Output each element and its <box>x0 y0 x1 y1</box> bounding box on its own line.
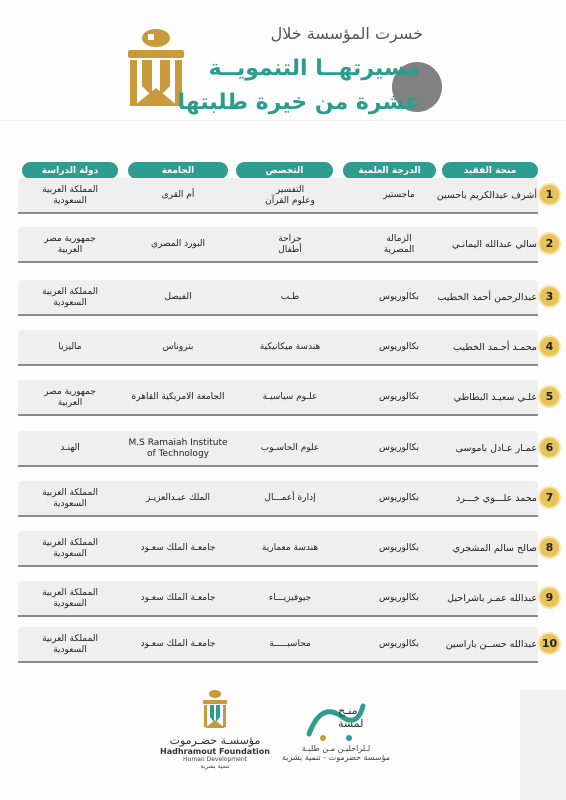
cell-name: عبدالرحمن أحمد الخطيب <box>437 292 537 303</box>
cell-specialty: علوم الحاسـوب <box>260 443 320 453</box>
cell-country: الهنـد <box>60 443 80 453</box>
table-row <box>18 431 559 466</box>
page-title-line2: عشرة من خيرة طلبتها <box>177 90 420 115</box>
cell-degree: بكالوريوس <box>378 639 420 649</box>
cell-name: عبدالله حســن باراسين <box>445 639 537 650</box>
cell-university: الملك عبـدالعزيـز <box>146 493 210 503</box>
cell-country: ماليزيا <box>58 342 82 352</box>
foundation-name-ar: مؤسسـة حضـرموت <box>169 734 261 747</box>
wafa-logo <box>276 698 396 788</box>
wafa-small2: مؤسسة حضرموت - تنمية بشرية <box>281 753 391 762</box>
column-header-grant: منحة الفقيد <box>442 162 538 179</box>
cell-specialty: هندسة ميكانيكية <box>259 342 321 352</box>
cell-degree: بكالوريوس <box>378 593 420 603</box>
cell-university: جامعـة الملك سعـود <box>140 543 216 553</box>
cell-specialty: علـوم سياسيـة <box>262 392 318 402</box>
cell-country: جمهورية مصر العربية <box>44 386 96 408</box>
table-row <box>18 581 559 616</box>
bg-shape <box>520 690 566 800</box>
cell-name: سالي عبدالله اليمانـي <box>451 239 537 250</box>
column-header-university: الجامعة <box>128 162 228 179</box>
cell-name: عمـار عـادل باموسى <box>455 443 537 454</box>
page-title-line1: مسيرتهــا التنمويــة <box>208 56 420 81</box>
column-header-specialty: التخصص <box>236 162 333 179</box>
table-row <box>18 280 559 315</box>
cell-country: المملكة العربية السعودية <box>42 487 98 509</box>
foundation-small-logo-icon <box>201 688 229 734</box>
cell-specialty: جراحة أطفال <box>278 233 302 255</box>
cell-country: المملكة العربية السعودية <box>42 633 98 655</box>
cell-degree: بكالوريوس <box>378 493 420 503</box>
cell-university: الفيصل <box>164 292 192 302</box>
cell-university: البورد المصري <box>150 239 206 249</box>
table-row <box>18 330 559 365</box>
cell-country: المملكة العربية السعودية <box>42 286 98 308</box>
row-number-badge: 7 <box>540 488 559 507</box>
cell-specialty: هندسة معمارية <box>261 543 319 553</box>
cell-name: محمـد أحـمد الخطيب <box>453 342 537 353</box>
table-row <box>18 227 559 262</box>
row-number-badge: 2 <box>540 234 559 253</box>
row-number-badge: 6 <box>540 438 559 457</box>
row-number-badge: 1 <box>540 185 559 204</box>
row-number-badge: 3 <box>540 287 559 306</box>
cell-degree: بكالوريوس <box>378 392 420 402</box>
cell-degree: بكالوريوس <box>378 543 420 553</box>
cell-degree: بكالوريوس <box>378 292 420 302</box>
cell-university: الجامعة الامريكية القاهرة <box>131 392 225 402</box>
cell-university: M.S Ramaiah Institute of Technology <box>128 437 228 459</box>
column-header-degree: الدرجة العلمية <box>343 162 436 179</box>
cell-name: أشرف عبدالكريم باحسين <box>436 190 537 201</box>
cell-degree: ماجستير <box>383 190 415 200</box>
row-number-badge: 10 <box>540 634 559 653</box>
cell-specialty: طـب <box>280 292 300 302</box>
cell-degree: بكالوريوس <box>378 443 420 453</box>
cell-name: محمد علـــوي خـــرد <box>456 493 537 504</box>
cell-name: علـي سعيـد البطاطي <box>453 392 537 403</box>
cell-degree: الزمالة المصرية <box>383 233 415 255</box>
cell-university: أم القرى <box>161 190 195 200</box>
cell-specialty: التفسير وعلوم القرآن <box>265 184 315 206</box>
table-row <box>18 481 559 516</box>
cell-specialty: إدارة أعمـــال <box>264 493 316 503</box>
table-row <box>18 178 559 213</box>
foundation-sub-en: Human Development <box>183 756 247 763</box>
row-number-badge: 4 <box>540 337 559 356</box>
wafa-line2: لمسة <box>338 717 364 730</box>
cell-country: جمهورية مصر العربية <box>44 233 96 255</box>
table-row <box>18 531 559 566</box>
subtitle: خسرت المؤسسة خلال <box>270 24 423 43</box>
row-number-badge: 9 <box>540 588 559 607</box>
cell-country: المملكة العربية السعودية <box>42 587 98 609</box>
cell-name: صالح سالم المشجري <box>452 543 537 554</box>
row-number-badge: 8 <box>540 538 559 557</box>
cell-name: عبدالله عمـر باشراحيل <box>447 593 537 604</box>
hadhramout-foundation-logo <box>160 688 270 793</box>
foundation-sub-ar: تنمية بشرية <box>200 763 230 770</box>
cell-university: جامعـة الملك سعـود <box>140 593 216 603</box>
row-number-badge: 5 <box>540 387 559 406</box>
cell-specialty: محاسبـــــة <box>269 639 311 649</box>
cell-degree: بكالوريوس <box>378 342 420 352</box>
cell-university: جامعـة الملك سعـود <box>140 639 216 649</box>
bg-line <box>0 120 566 121</box>
cell-university: بتروناس <box>162 342 194 352</box>
cell-specialty: جيوفيزيـــاء <box>268 593 312 603</box>
table-row <box>18 380 559 415</box>
wafa-small1: لـلراحليـن مـن طلبـة <box>301 744 371 753</box>
cell-country: المملكة العربية السعودية <box>42 184 98 206</box>
foundation-name-en: Hadhramout Foundation <box>160 747 270 756</box>
cell-country: المملكة العربية السعودية <box>42 537 98 559</box>
table-row <box>18 627 559 662</box>
wafa-line1: منـح <box>338 704 358 717</box>
column-header-country: دولة الدراسة <box>22 162 118 179</box>
